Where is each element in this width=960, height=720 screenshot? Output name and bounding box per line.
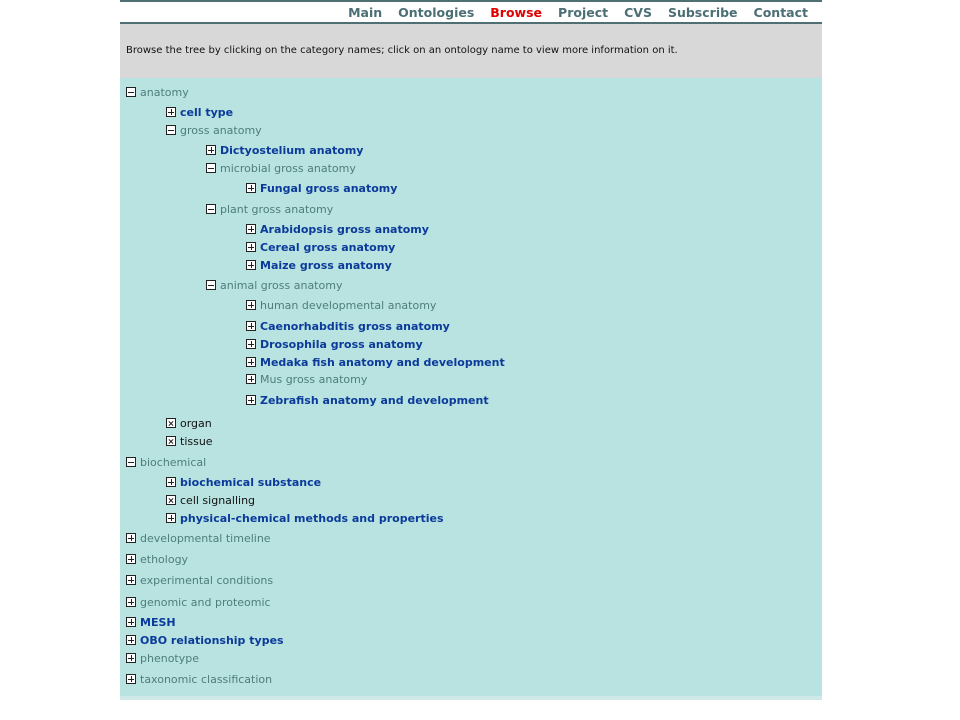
tree-node-label[interactable]: Fungal gross anatomy [260,181,398,195]
tree-node-label[interactable]: biochemical [140,455,207,469]
expand-icon[interactable] [246,300,256,310]
tree-node-label[interactable]: taxonomic classification [140,672,273,686]
nav-browse[interactable]: Browse [490,5,543,20]
nav-main[interactable]: Main [348,5,383,20]
tree-node-label: cell signalling [180,493,256,507]
tree-node-label[interactable]: Zebrafish anatomy and development [260,393,489,407]
tree-node-label[interactable]: phenotype [140,651,199,665]
tree-node [206,277,342,293]
expand-icon[interactable] [246,339,256,349]
tree-node [126,650,199,666]
expand-icon[interactable] [126,653,136,663]
expand-icon[interactable] [126,554,136,564]
tree-node [246,354,505,370]
tree-node-label[interactable]: Dictyostelium anatomy [220,143,364,157]
tree-node [126,530,271,546]
tree-node-label[interactable]: OBO relationship types [140,633,284,647]
tree-node [206,160,356,176]
tree-node-label[interactable]: biochemical substance [180,475,322,489]
nav-project[interactable]: Project [558,5,609,20]
tree-node-label[interactable]: Arabidopsis gross anatomy [260,222,429,236]
tree-node-label[interactable]: Maize gross anatomy [260,258,392,272]
tree-node-label[interactable]: Medaka fish anatomy and development [260,355,505,369]
expand-icon[interactable] [166,107,176,117]
collapse-icon[interactable] [206,163,216,173]
tree-node-label[interactable]: physical-chemical methods and properties [180,511,444,525]
tree-node-label[interactable]: plant gross anatomy [220,202,334,216]
tree-node [206,142,363,158]
tree-node [246,318,450,334]
bottom-divider [120,696,822,700]
tree-node-label[interactable]: animal gross anatomy [220,278,343,292]
tree-node-label[interactable]: MESH [140,615,176,629]
tree-node [166,433,213,449]
intro-text: Browse the tree by clicking on the category names; click on an ontology name to view more information on it. [126,45,678,56]
tree-node-label[interactable]: Drosophila gross anatomy [260,337,423,351]
nav-contact[interactable]: Contact [753,5,808,20]
tree-node [166,492,255,508]
tree-node-label: organ [180,416,212,430]
expand-icon[interactable] [126,597,136,607]
expand-icon[interactable] [126,533,136,543]
tree-node [126,572,273,588]
tree-node [246,371,367,387]
expand-icon[interactable] [246,224,256,234]
collapse-icon[interactable] [206,280,216,290]
top-nav-bar [120,0,822,24]
tree-node [246,392,489,408]
tree-node-label[interactable]: experimental conditions [140,573,274,587]
tree-node [166,415,212,431]
expand-icon[interactable] [126,674,136,684]
nav-subscribe[interactable]: Subscribe [667,5,738,20]
tree-node [246,221,429,237]
collapse-icon[interactable] [126,87,136,97]
tree-node [166,474,321,490]
expand-icon[interactable] [166,513,176,523]
expand-icon[interactable] [126,617,136,627]
expand-icon[interactable] [246,321,256,331]
tree-node-label: tissue [180,434,213,448]
tree-node-label[interactable]: genomic and proteomic [140,595,271,609]
leaf-icon [166,436,176,446]
tree-node-label[interactable]: microbial gross anatomy [220,161,356,175]
ontology-tree [120,78,822,696]
tree-node [126,454,206,470]
tree-node [126,84,189,100]
tree-node [126,551,188,567]
collapse-icon[interactable] [166,125,176,135]
leaf-icon [166,418,176,428]
tree-node [246,336,423,352]
tree-node [126,671,272,687]
nav-cvs[interactable]: CVS [624,5,652,20]
expand-icon[interactable] [246,374,256,384]
expand-icon[interactable] [126,575,136,585]
expand-icon[interactable] [166,477,176,487]
tree-node-label[interactable]: Caenorhabditis gross anatomy [260,319,450,333]
expand-icon[interactable] [246,395,256,405]
tree-node-label[interactable]: ethology [140,552,189,566]
page-frame [120,0,822,700]
expand-icon[interactable] [206,145,216,155]
tree-node [166,104,233,120]
intro-panel [120,24,822,78]
tree-node-label[interactable]: gross anatomy [180,123,262,137]
tree-node [246,297,436,313]
tree-node-label[interactable]: anatomy [140,85,189,99]
collapse-icon[interactable] [206,204,216,214]
tree-node [126,632,284,648]
tree-node-label[interactable]: developmental timeline [140,531,271,545]
tree-node [246,180,397,196]
expand-icon[interactable] [246,242,256,252]
tree-node-label[interactable]: human developmental anatomy [260,298,437,312]
expand-icon[interactable] [246,260,256,270]
expand-icon[interactable] [246,183,256,193]
tree-node-label[interactable]: Cereal gross anatomy [260,240,396,254]
expand-icon[interactable] [246,357,256,367]
nav-links [348,5,808,20]
tree-node [126,594,271,610]
nav-ontologies[interactable]: Ontologies [398,5,475,20]
tree-node-label[interactable]: cell type [180,105,234,119]
tree-node [166,122,262,138]
tree-node [246,257,392,273]
tree-node [246,239,395,255]
collapse-icon[interactable] [126,457,136,467]
tree-node [126,614,176,630]
tree-node-label[interactable]: Mus gross anatomy [260,372,368,386]
expand-icon[interactable] [126,635,136,645]
leaf-icon [166,495,176,505]
tree-node [206,201,333,217]
tree-node [166,510,444,526]
